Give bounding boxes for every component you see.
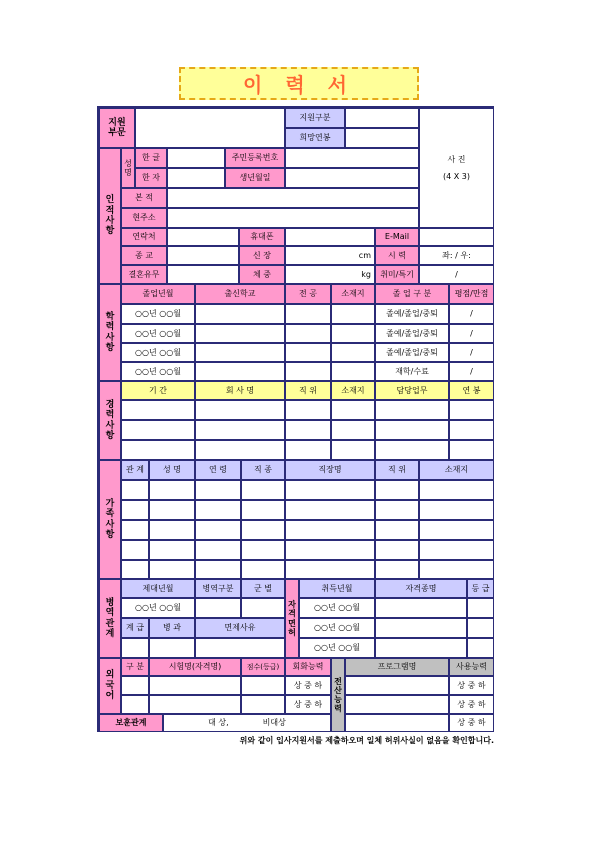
edu-date[interactable]: ○○년 ○○월 [121, 362, 195, 381]
career-cell[interactable] [285, 400, 331, 420]
edu-grade[interactable]: / [449, 324, 494, 343]
declaration-text: 위와 같이 입사지원서를 제출하오며 일체 허위사실이 없음을 확인합니다. [239, 736, 494, 745]
license-grade-label: 등 급 [467, 579, 494, 598]
resident-no-field[interactable] [285, 148, 419, 168]
mobile-label: 휴대폰 [239, 228, 285, 246]
birth-label: 생년월일 [225, 168, 285, 188]
corps-field[interactable] [149, 638, 195, 658]
career-cell[interactable] [375, 400, 449, 420]
family-cell[interactable] [121, 520, 149, 540]
veteran-target: 대 상, [208, 718, 229, 728]
career-header-location: 소재지 [331, 381, 375, 400]
hanja-label: 한 자 [135, 168, 167, 188]
family-cell[interactable] [419, 540, 494, 560]
discharge-label: 제대년월 [121, 579, 195, 598]
family-header-location: 소재지 [419, 460, 494, 480]
edu-status[interactable]: 재학/수료 [375, 362, 449, 381]
family-cell[interactable] [121, 560, 149, 579]
apply-type-label: 지원구분 [285, 108, 345, 128]
family-cell[interactable] [375, 560, 419, 579]
military-type-label: 병역구분 [195, 579, 241, 598]
family-cell[interactable] [121, 480, 149, 500]
address-label: 현주소 [121, 208, 167, 228]
career-header-position: 직 위 [285, 381, 331, 400]
family-header-job: 직 종 [241, 460, 285, 480]
license-date[interactable]: ○○년 ○○월 [299, 618, 375, 638]
name-label: 성 명 [121, 148, 135, 188]
marital-label: 결혼유무 [121, 265, 167, 284]
family-cell[interactable] [195, 480, 241, 500]
edu-location[interactable] [331, 324, 375, 343]
apply-type-field[interactable] [345, 108, 419, 128]
family-header-position: 직 위 [375, 460, 419, 480]
edu-location[interactable] [331, 343, 375, 362]
hangul-label: 한 글 [135, 148, 167, 168]
family-section-label: 가 족 사 항 [99, 460, 121, 579]
lang-cell[interactable] [241, 695, 285, 714]
lang-conversation-label: 회화능력 [285, 658, 331, 676]
career-cell[interactable] [121, 400, 195, 420]
license-name-field[interactable] [375, 618, 467, 638]
family-cell[interactable] [149, 560, 195, 579]
birth-field[interactable] [285, 168, 419, 188]
family-cell[interactable] [375, 520, 419, 540]
license-name-field[interactable] [375, 638, 467, 658]
family-cell[interactable] [195, 560, 241, 579]
height-field[interactable]: cm [285, 246, 375, 265]
edu-header-location: 소재지 [331, 284, 375, 304]
mobile-field[interactable] [285, 228, 375, 246]
edu-date[interactable]: ○○년 ○○월 [121, 343, 195, 362]
computer-section-label: 전 산 능 력 [331, 658, 345, 732]
personal-section-label: 인 적 사 항 [99, 148, 121, 284]
religion-field[interactable] [167, 246, 239, 265]
family-cell[interactable] [285, 560, 375, 579]
family-cell[interactable] [419, 520, 494, 540]
edu-school[interactable] [195, 324, 285, 343]
rank-field[interactable] [121, 638, 149, 658]
title-box [179, 67, 419, 100]
career-header-period: 기 간 [121, 381, 195, 400]
family-cell[interactable] [375, 500, 419, 520]
license-date[interactable]: ○○년 ○○월 [299, 638, 375, 658]
contact-label: 연락처 [121, 228, 167, 246]
edu-status[interactable]: 졸예/졸업/중퇴 [375, 324, 449, 343]
resident-no-label: 주민등록번호 [225, 148, 285, 168]
lang-level[interactable]: 상 중 하 [285, 695, 331, 714]
family-cell[interactable] [241, 520, 285, 540]
edu-major[interactable] [285, 362, 331, 381]
desired-salary-label: 희망연봉 [285, 128, 345, 148]
photo-box[interactable] [419, 108, 494, 228]
career-cell[interactable] [285, 420, 331, 440]
career-section-label: 경 력 사 항 [99, 381, 121, 460]
edu-header-date: 졸업년월 [121, 284, 195, 304]
family-cell[interactable] [419, 500, 494, 520]
career-cell[interactable] [331, 420, 375, 440]
career-header-salary: 연 봉 [449, 381, 494, 400]
branch-label: 군 별 [241, 579, 285, 598]
contact-field[interactable] [167, 228, 239, 246]
family-cell[interactable] [195, 540, 241, 560]
career-cell[interactable] [449, 400, 494, 420]
weight-label: 체 중 [239, 265, 285, 284]
lang-exam-label: 시험명(자격명) [149, 658, 241, 676]
edu-header-major: 전 공 [285, 284, 331, 304]
page-title: 이 력 서 [243, 73, 355, 97]
rank-label: 계 급 [121, 618, 149, 638]
lang-cell[interactable] [149, 676, 241, 695]
resume-form [97, 106, 494, 732]
apply-dept-label: 지원 부문 [99, 108, 135, 148]
family-cell[interactable] [149, 520, 195, 540]
edu-status[interactable]: 졸예/졸업/중퇴 [375, 304, 449, 324]
family-cell[interactable] [149, 500, 195, 520]
edu-school[interactable] [195, 304, 285, 324]
family-cell[interactable] [419, 560, 494, 579]
license-date[interactable]: ○○년 ○○월 [299, 598, 375, 618]
family-header-age: 연 령 [195, 460, 241, 480]
edu-school[interactable] [195, 343, 285, 362]
license-name-label: 자격종명 [375, 579, 467, 598]
career-cell[interactable] [121, 420, 195, 440]
career-cell[interactable] [449, 440, 494, 460]
veteran-field[interactable] [163, 714, 331, 732]
edu-header-grade: 평점/만점 [449, 284, 494, 304]
military-section-label: 병 역 관 계 [99, 579, 121, 658]
email-label: E-Mail [375, 228, 419, 246]
lang-type-label: 구 분 [121, 658, 149, 676]
family-cell[interactable] [375, 480, 419, 500]
family-header-relation: 관 계 [121, 460, 149, 480]
apply-dept-field[interactable] [135, 108, 285, 148]
edu-header-school: 출신학교 [195, 284, 285, 304]
career-cell[interactable] [375, 420, 449, 440]
career-header-duty: 담당업무 [375, 381, 449, 400]
edu-date[interactable]: ○○년 ○○월 [121, 304, 195, 324]
career-cell[interactable] [121, 440, 195, 460]
desired-salary-field[interactable] [345, 128, 419, 148]
license-grade-field[interactable] [467, 618, 494, 638]
exempt-field[interactable] [195, 638, 285, 658]
family-header-workplace: 직장명 [285, 460, 375, 480]
marital-field[interactable] [167, 265, 239, 284]
corps-label: 병 과 [149, 618, 195, 638]
program-field[interactable] [345, 676, 449, 695]
license-name-field[interactable] [375, 598, 467, 618]
career-cell[interactable] [195, 420, 285, 440]
veteran-non-target: 비대상 [262, 718, 286, 728]
license-grade-field[interactable] [467, 598, 494, 618]
lang-cell[interactable] [121, 676, 149, 695]
family-cell[interactable] [121, 500, 149, 520]
edu-grade[interactable]: / [449, 362, 494, 381]
career-header-company: 회 사 명 [195, 381, 285, 400]
edu-header-status: 졸 업 구 분 [375, 284, 449, 304]
origin-label: 본 적 [121, 188, 167, 208]
family-cell[interactable] [121, 540, 149, 560]
career-cell[interactable] [285, 440, 331, 460]
edu-location[interactable] [331, 362, 375, 381]
email-field[interactable] [419, 228, 494, 246]
military-type-field[interactable] [195, 598, 241, 618]
lang-cell[interactable] [149, 695, 241, 714]
edu-location[interactable] [331, 304, 375, 324]
vision-field[interactable]: 좌: / 우: [419, 246, 494, 265]
edu-major[interactable] [285, 343, 331, 362]
family-cell[interactable] [285, 480, 375, 500]
hanja-field[interactable] [167, 168, 225, 188]
career-cell[interactable] [195, 440, 285, 460]
family-header-name: 성 명 [149, 460, 195, 480]
exempt-label: 면제사유 [195, 618, 285, 638]
photo-size: (4 X 3) [443, 172, 470, 181]
program-field[interactable] [345, 695, 449, 714]
branch-field[interactable] [241, 598, 285, 618]
vision-label: 시 력 [375, 246, 419, 265]
photo-label: 사 진 [447, 154, 466, 164]
education-section-label: 학 력 사 항 [99, 284, 121, 381]
weight-field[interactable]: kg [285, 265, 375, 284]
veteran-label: 보훈관계 [99, 714, 163, 732]
lang-cell[interactable] [241, 676, 285, 695]
family-cell[interactable] [375, 540, 419, 560]
family-cell[interactable] [149, 480, 195, 500]
hobby-field[interactable]: / [419, 265, 494, 284]
family-cell[interactable] [195, 520, 241, 540]
skill-level[interactable]: 상 중 하 [449, 676, 494, 695]
license-grade-field[interactable] [467, 638, 494, 658]
family-cell[interactable] [241, 540, 285, 560]
language-section-label: 외 국 어 [99, 658, 121, 714]
skill-level[interactable]: 상 중 하 [449, 714, 494, 732]
edu-major[interactable] [285, 304, 331, 324]
career-cell[interactable] [331, 400, 375, 420]
career-cell[interactable] [375, 440, 449, 460]
family-cell[interactable] [241, 560, 285, 579]
family-cell[interactable] [195, 500, 241, 520]
lang-cell[interactable] [121, 695, 149, 714]
career-cell[interactable] [195, 400, 285, 420]
edu-major[interactable] [285, 324, 331, 343]
edu-grade[interactable]: / [449, 304, 494, 324]
family-cell[interactable] [285, 520, 375, 540]
height-label: 신 장 [239, 246, 285, 265]
edu-date[interactable]: ○○년 ○○월 [121, 324, 195, 343]
lang-score-label: 점수(등급) [241, 658, 285, 676]
address-field[interactable] [167, 208, 419, 228]
edu-school[interactable] [195, 362, 285, 381]
discharge-date[interactable]: ○○년 ○○월 [121, 598, 195, 618]
hobby-label: 취미/특기 [375, 265, 419, 284]
lang-level[interactable]: 상 중 하 [285, 676, 331, 695]
edu-status[interactable]: 졸예/졸업/중퇴 [375, 343, 449, 362]
license-section-label: 자 격 면 허 [285, 579, 299, 658]
program-field[interactable] [345, 714, 449, 732]
family-cell[interactable] [285, 500, 375, 520]
family-cell[interactable] [241, 500, 285, 520]
religion-label: 종 교 [121, 246, 167, 265]
career-cell[interactable] [331, 440, 375, 460]
edu-grade[interactable]: / [449, 343, 494, 362]
license-acquired-label: 취득년월 [299, 579, 375, 598]
family-cell[interactable] [149, 540, 195, 560]
skill-level[interactable]: 상 중 하 [449, 695, 494, 714]
program-label: 프로그램명 [345, 658, 449, 676]
skill-label: 사용능력 [449, 658, 494, 676]
career-cell[interactable] [449, 420, 494, 440]
family-cell[interactable] [285, 540, 375, 560]
family-cell[interactable] [419, 480, 494, 500]
hangul-field[interactable] [167, 148, 225, 168]
origin-field[interactable] [167, 188, 419, 208]
family-cell[interactable] [241, 480, 285, 500]
